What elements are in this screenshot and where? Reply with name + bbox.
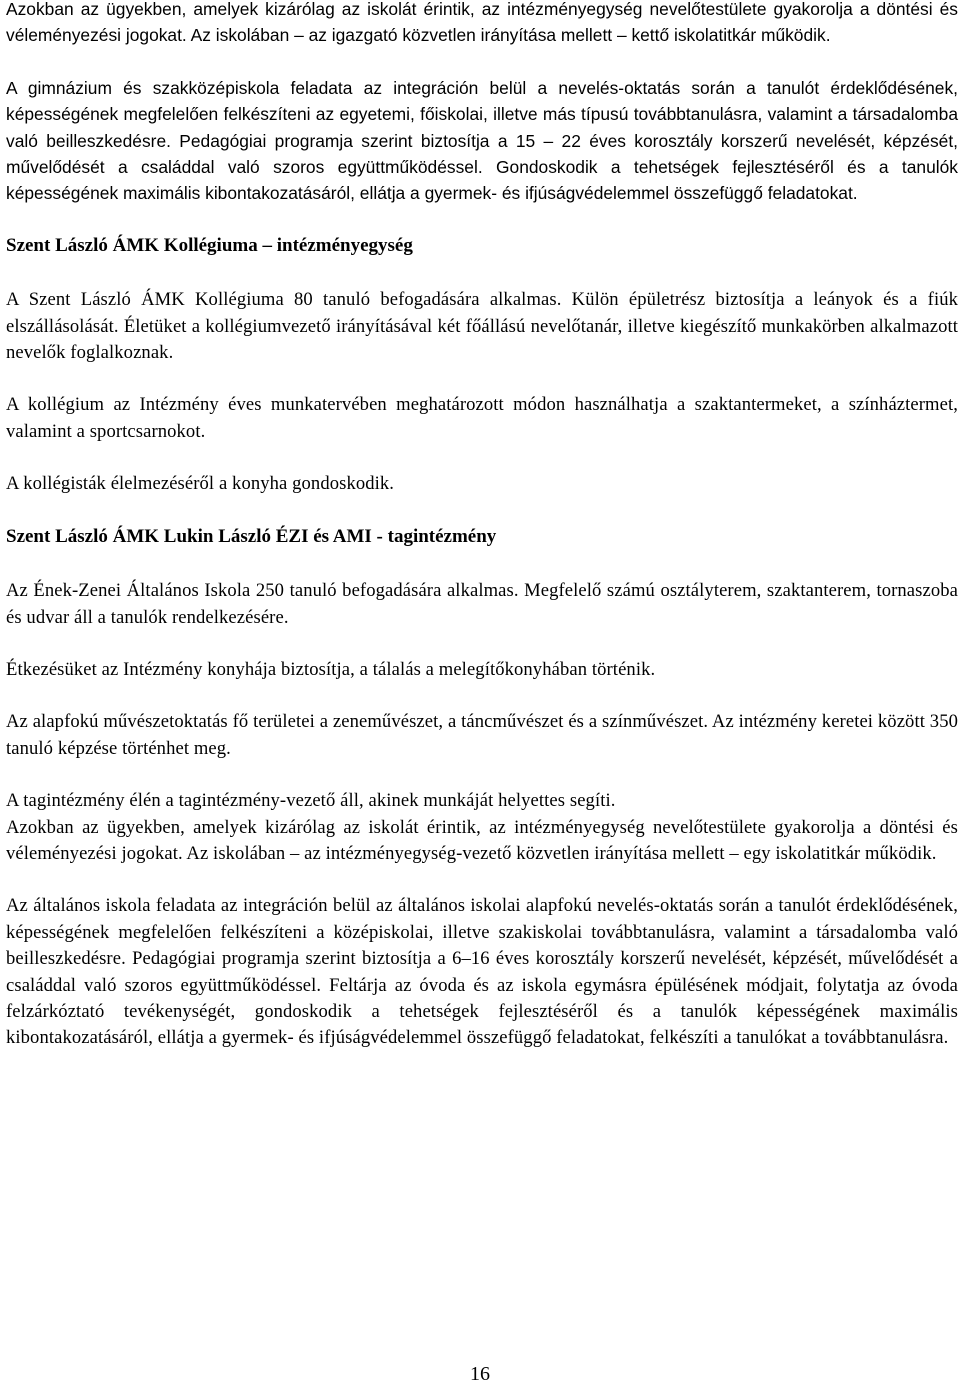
spacer [6,498,958,524]
spacer [6,207,958,233]
spacer [6,259,958,287]
spacer [6,683,958,709]
spacer [6,49,958,75]
kollegium-heading: Szent László ÁMK Kollégiuma – intézményegység [6,234,413,256]
lukin-paragraph-1: Az Ének-Zenei Általános Iskola 250 tanuló befogadására alkalmas. Megfelelő számú osztályterem, szaktanterem, tornaszoba és udvar áll a tanulók rendelkezésére. [6,580,958,628]
kollegium-paragraph-2: A kollégium az Intézmény éves munkatervében meghatározott módon használhatja a szaktantermeket, a színháztermet, valamint a sportcsarnokot. [6,394,958,442]
lukin-paragraph-2: Étkezésüket az Intézmény konyhája biztosítja, a tálalás a melegítőkonyhában történik. [6,658,656,680]
lukin-paragraph-3: Az alapfokú művészetoktatás fő területei a zeneművészet, a táncművészet és a színművészet. Az intézmény keretei között 350 tanuló képzése történhet meg. [6,711,958,759]
spacer [6,631,958,657]
spacer [6,550,958,578]
spacer [6,366,958,392]
lukin-heading: Szent László ÁMK Lukin László ÉZI és AMI - tagintézmény [6,525,497,547]
kollegium-paragraph-3: A kollégisták élelmezéséről a konyha gondoskodik. [6,473,395,495]
gimnazium-paragraph: A gimnázium és szakközépiskola feladata az integráción belül a nevelés-oktatás során a tanulót érdeklődésének, képességének megfelelően felkészíteni az egyetemi, főiskolai, illetve más típusú továbbtanulásra, valamint a társadalomba való beilleszkedésre. Pedagógiai programja szerint biztosítja a 15 – 22 éves korosztály korszerű nevelését, képzését, művelődését a családdal való szoros együttműködéssel. Gondoskodik a tehetségek fejlesztéséről és a tanulók képességének maximális kibontakozatásáról, ellátja a gyermek- és ifjúságvédelemmel összefüggő feladatokat. [6,77,958,204]
spacer [6,867,958,893]
document-page [6,0,958,1052]
page-number: 16 [470,1363,490,1385]
kollegium-paragraph-1: A Szent László ÁMK Kollégiuma 80 tanuló befogadására alkalmas. Külön épületrész biztosítja a leányok és a fiúk elszállásolását. Életüket a kollégiumvezető irányításával két főállású nevelőtanár, illetve kiegészítő munkakörben alkalmazott nevelők foglalkoznak. [6,289,958,364]
intro-paragraph: Azokban az ügyekben, amelyek kizárólag az iskolát érintik, az intézményegység nevelőtestülete gyakorolja a döntési és véleményezési jogokat. Az iskolában – az igazgató közvetlen irányítása mellett – kettő iskolatitkár működik. [6,0,958,46]
lukin-paragraph-4: A tagintézmény élén a tagintézmény-vezető áll, akinek munkáját helyettes segíti. [6,790,616,812]
spacer [6,762,958,788]
spacer [6,445,958,471]
lukin-paragraph-5: Azokban az ügyekben, amelyek kizárólag az iskolát érintik, az intézményegység nevelőtestülete gyakorolja a döntési és véleményezési jogokat. Az iskolában – az intézményegység-vezető közvetlen irányítása mellett – egy iskolatitkár működik. [6,816,958,864]
lukin-paragraph-6: Az általános iskola feladata az integráción belül az általános iskolai alapfokú nevelés-oktatás során a tanulót érdeklődésének, képességének megfelelően felkészíteni a középiskolai, illetve szakiskolai továbbtanulásra, valamint a társadalomba való beilleszkedésre. Pedagógiai programja szerint biztosítja a 6–16 éves korosztály korszerű nevelését, képzését, művelődését a családdal való szoros együttműködéssel. Feltárja az óvoda és az iskola egymásra épülésének módjait, folytatja az óvoda felzárkóztató tevékenységét, gondoskodik a tehetségek fejlesztéséről és a tanulók képességének maximális kibontakozatásáról, ellátja a gyermek- és ifjúságvédelemmel összefüggő feladatokat, felkészíti a tanulókat a továbbtanulásra. [6,895,958,1049]
